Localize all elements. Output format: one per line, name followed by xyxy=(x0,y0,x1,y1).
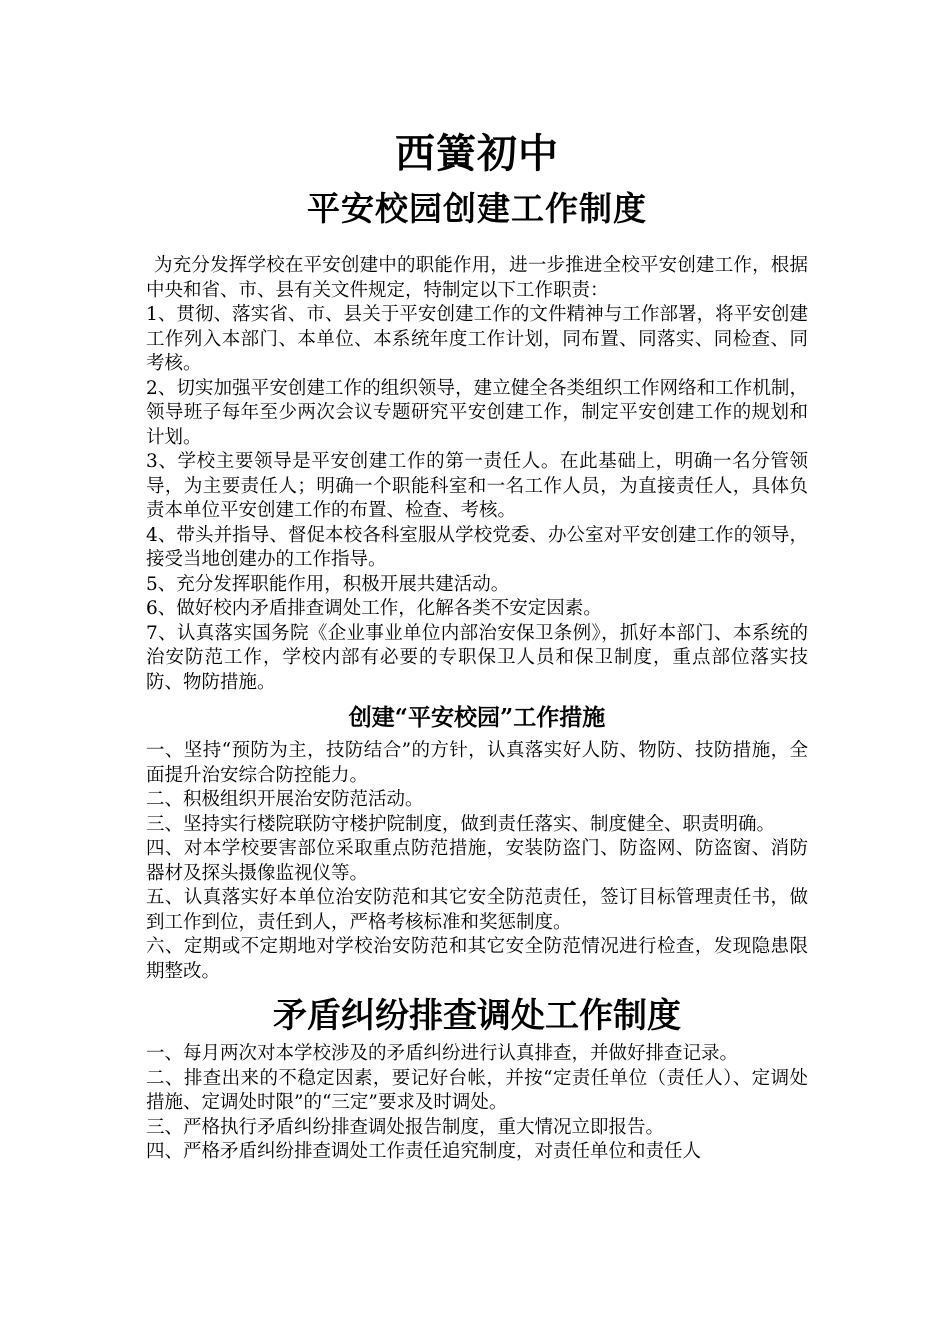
duties-list xyxy=(146,303,808,695)
measure-item: 五、认真落实好本单位治安防范和其它安全防范责任，签订目标管理责任书，做到工作到位，责任到人，严格考核标准和奖惩制度。 xyxy=(146,887,808,933)
duty-item: 4、带头并指导、督促本校各科室服从学校党委、办公室对平安创建工作的领导，接受当地创建办的工作指导。 xyxy=(146,524,808,570)
duty-item: 2、切实加强平安创建工作的组织领导，建立健全各类组织工作网络和工作机制，领导班子每年至少两次会议专题研究平安创建工作，制定平安创建工作的规划和计划。 xyxy=(146,377,808,448)
measure-item: 三、坚持实行楼院联防守楼护院制度，做到责任落实、制度健全、职责明确。 xyxy=(146,813,776,835)
dispute-item: 一、每月两次对本学校涉及的矛盾纠纷进行认真排查，并做好排查记录。 xyxy=(146,1043,739,1064)
measures-list xyxy=(146,739,808,984)
duty-item: 6、做好校内矛盾排查调处工作，化解各类不安定因素。 xyxy=(146,598,602,619)
measure-item: 一、坚持“预防为主，技防结合”的方针，认真落实好人防、物防、技防措施，全面提升治安综合防控能力。 xyxy=(146,740,808,786)
duty-item: 1、贯彻、落实省、市、县关于平安创建工作的文件精神与工作部署，将平安创建工作列入本部门、本单位、本系统年度工作计划，同布置、同落实、同检查、同考核。 xyxy=(146,304,808,374)
disputes-list xyxy=(146,1042,808,1165)
dispute-item: 四、严格矛盾纠纷排查调处工作责任追究制度，对责任单位和责任人 xyxy=(146,1141,702,1162)
dispute-item: 二、排查出来的不稳定因素，要记好台帐，并按“定责任单位（责任人）、定调处措施、定调处时限”的“三定”要求及时调处。 xyxy=(146,1067,808,1113)
disputes-heading: 矛盾纠纷排查调处工作制度 xyxy=(273,996,681,1036)
measure-item: 二、积极组织开展治安防范活动。 xyxy=(146,789,424,810)
measure-item: 六、定期或不定期地对学校治安防范和其它安全防范情况进行检查，发现隐患限期整改。 xyxy=(146,936,808,982)
school-name: 西簧初中 xyxy=(395,130,559,177)
document-page xyxy=(146,118,808,1165)
dispute-item: 三、严格执行矛盾纠纷排查调处报告制度，重大情况立即报告。 xyxy=(146,1116,665,1138)
measure-item: 四、对本学校要害部位采取重点防范措施，安装防盗门、防盗网、防盗窗、消防器材及探头摄像监视仪等。 xyxy=(146,838,808,884)
duty-item: 3、学校主要领导是平安创建工作的第一责任人。在此基础上，明确一名分管领导，为主要责任人；明确一个职能科室和一名工作人员，为直接责任人，具体负责本单位平安创建工作的布置、检查、考核。 xyxy=(146,451,808,521)
measures-heading: 创建“平安校园”工作措施 xyxy=(348,704,606,731)
duty-item: 7、认真落实国务院《企业事业单位内部治安保卫条例》，抓好本部门、本系统的治安防范工作，学校内部有必要的专职保卫人员和保卫制度，重点部位落实技防、物防措施。 xyxy=(146,622,808,693)
document-title: 平安校园创建工作制度 xyxy=(307,189,647,228)
intro-paragraph: 为充分发挥学校在平安创建中的职能作用，进一步推进全校平安创建工作，根据中央和省、市、县有关文件规定，特制定以下工作职责： xyxy=(146,255,808,301)
duty-item: 5、充分发挥职能作用，积极开展共建活动。 xyxy=(146,573,510,595)
